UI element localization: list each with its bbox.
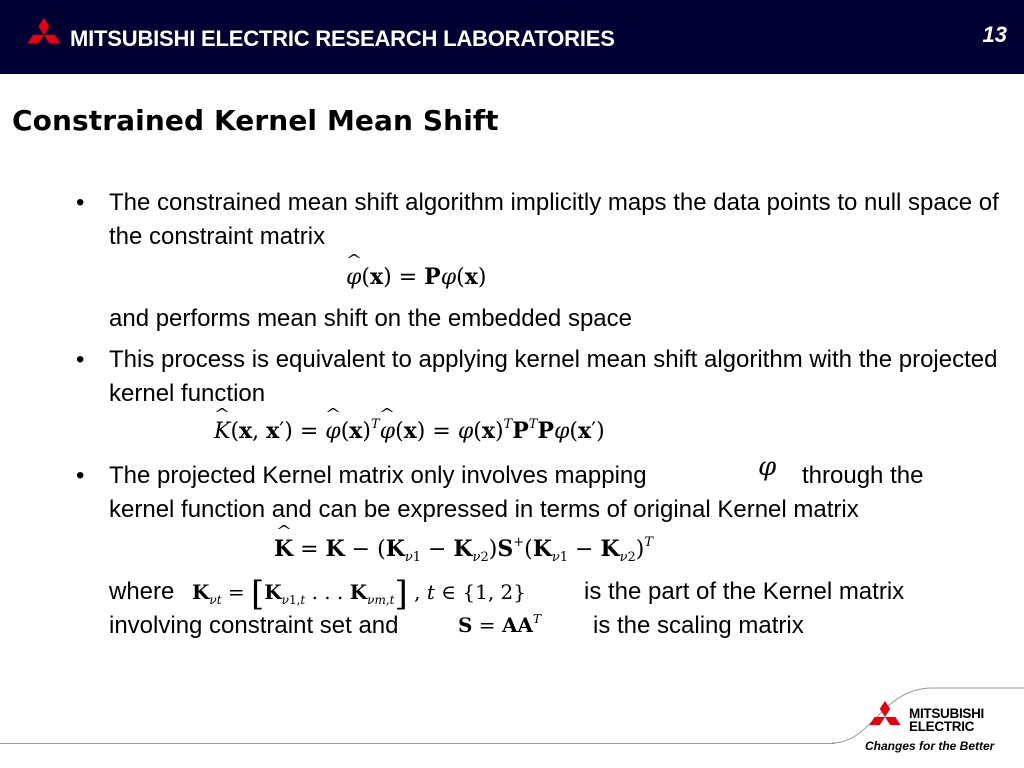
footer-divider <box>0 743 835 744</box>
bullet-1-text: The constrained mean shift algorithm implicitly maps the data points to null space of the constraint matrix <box>109 189 999 250</box>
footer-brand-name <box>909 707 1009 733</box>
equation-scaling-matrix: $S = AA^T$ <box>458 612 541 637</box>
bullet-2-text: This process is equivalent to applying kernel mean shift algorithm with the projected kernel function <box>109 346 998 407</box>
slide-title: Constrained Kernel Mean Shift <box>12 104 499 137</box>
phi-symbol: φ <box>758 452 777 482</box>
three-diamonds-logo-icon <box>24 18 64 52</box>
organization-name: MITSUBISHI ELECTRIC RESEARCH LABORATORIES <box>70 26 615 51</box>
bullet-marker: • <box>76 189 85 216</box>
equation-projected-kernel: ^ K(x, x′) = ^ $\varphi(x)^T\^{}$ $\varphi(x) = \varphi(x)^TP^TP\varphi(x')$ <box>214 418 605 444</box>
where-prefix: where <box>109 578 175 605</box>
header-bar <box>0 0 1024 74</box>
footer-brand-line1: MITSUBISHI <box>909 706 985 721</box>
bullet-marker: • <box>76 346 85 373</box>
bullet-3-text-end: through the <box>802 462 924 489</box>
equation-k-nu-t: $K_{\nu t} = [K_{\nu 1,t}$ . . . $K_{\nu m,t}$] , t ∈ {1, 2} <box>192 574 527 614</box>
bullet-3-text-line2: kernel function and can be expressed in terms of original Kernel matrix <box>109 496 859 523</box>
footer-tagline: Changes for the Better <box>865 739 995 753</box>
bullet-1-followup: and performs mean shift on the embedded space <box>109 305 632 332</box>
footer-brand-line2: ELECTRIC <box>909 719 975 734</box>
equation-phi-hat: ^ φ(x) = Pφ(x) <box>346 264 486 290</box>
equation-projected-kernel-matrix: ^ $K = K - (K_{\nu 1} - K_{\nu 2})S^+(K_{\nu 1} - K_{\nu 2})^T$ <box>274 536 653 562</box>
page-number: 13 <box>982 22 1007 47</box>
involving-suffix: is the scaling matrix <box>593 612 804 639</box>
three-diamonds-logo-icon <box>866 700 904 734</box>
bullet-marker: • <box>76 462 85 489</box>
bullet-3-text-start: The projected Kernel matrix only involves mapping <box>109 462 647 489</box>
where-suffix: is the part of the Kernel matrix <box>584 578 905 605</box>
involving-prefix: involving constraint set and <box>109 612 399 639</box>
